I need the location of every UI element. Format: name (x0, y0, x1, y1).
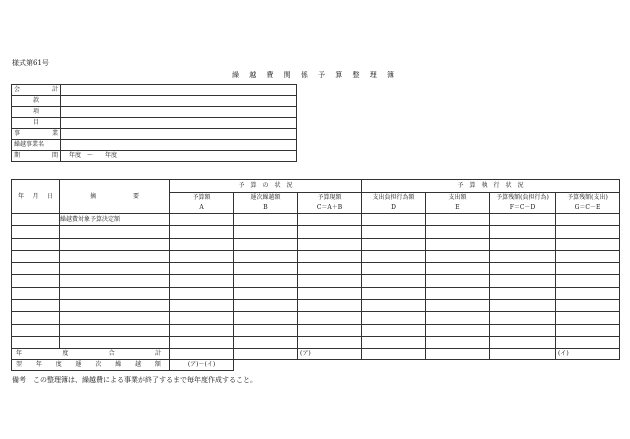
table-cell[interactable] (362, 336, 426, 348)
table-cell[interactable] (426, 263, 490, 275)
table-cell[interactable] (362, 312, 426, 324)
table-cell[interactable] (12, 324, 60, 336)
table-cell[interactable] (362, 300, 426, 312)
info-table (11, 84, 297, 162)
table-cell[interactable] (12, 312, 60, 324)
table-cell[interactable] (298, 287, 362, 299)
col-b-code: B (234, 203, 298, 214)
table-cell[interactable] (170, 312, 234, 324)
table-cell[interactable] (60, 250, 170, 262)
table-cell[interactable] (298, 312, 362, 324)
table-cell[interactable] (234, 324, 298, 336)
table-cell[interactable] (362, 226, 426, 238)
table-cell[interactable] (490, 263, 556, 275)
table-cell[interactable] (426, 324, 490, 336)
value-kaikei[interactable] (61, 85, 297, 96)
label-moku: 目 (12, 118, 61, 129)
table-cell[interactable] (426, 300, 490, 312)
value-kan[interactable] (61, 96, 297, 107)
total-c[interactable]: (ア) (298, 349, 362, 360)
table-cell[interactable] (12, 214, 60, 226)
table-cell[interactable] (234, 214, 298, 226)
next-year-a[interactable]: (ア)－(イ) (170, 360, 234, 371)
info-row-jigyo (12, 129, 297, 140)
table-row (12, 336, 620, 348)
table-cell[interactable] (12, 275, 60, 287)
table-cell[interactable] (490, 238, 556, 250)
table-cell[interactable] (556, 238, 620, 250)
col-d-code: D (362, 203, 426, 214)
info-row-kaikei (12, 85, 297, 96)
info-row-moku (12, 118, 297, 129)
table-cell[interactable] (170, 214, 234, 226)
value-kou[interactable] (61, 107, 297, 118)
table-cell[interactable] (170, 263, 234, 275)
table-cell[interactable] (556, 226, 620, 238)
table-row (12, 226, 620, 238)
col-g-code: G＝C－E (556, 203, 620, 214)
table-cell[interactable] (426, 250, 490, 262)
first-row-tekiyo[interactable]: 繰越費対象予算決定額 (60, 214, 170, 226)
table-cell[interactable] (170, 324, 234, 336)
table-cell[interactable] (12, 300, 60, 312)
table-cell[interactable] (490, 336, 556, 348)
table-cell[interactable] (298, 275, 362, 287)
table-row (12, 300, 620, 312)
label-kurikoshi-jigyomei: 繰越事業名 (12, 140, 61, 151)
page-title: 繰 越 費 関 係 予 算 整 理 簿 (231, 71, 399, 79)
col-b-name: 逓次繰越額 (234, 193, 298, 204)
table-cell[interactable] (170, 226, 234, 238)
info-row-kikan (12, 151, 297, 162)
table-row (12, 238, 620, 250)
table-cell[interactable] (556, 214, 620, 226)
total-f[interactable] (490, 349, 556, 360)
table-cell[interactable] (490, 312, 556, 324)
table-cell[interactable] (490, 324, 556, 336)
table-row (12, 263, 620, 275)
table-cell[interactable] (60, 275, 170, 287)
table-cell[interactable] (362, 287, 426, 299)
table-cell[interactable] (60, 336, 170, 348)
table-cell[interactable] (12, 226, 60, 238)
table-row (12, 214, 620, 226)
table-cell[interactable] (60, 238, 170, 250)
table-cell[interactable] (556, 324, 620, 336)
header-tekiyo: 摘 要 (60, 180, 170, 214)
col-f-code: F＝C－D (490, 203, 556, 214)
table-cell[interactable] (170, 238, 234, 250)
table-row (12, 324, 620, 336)
table-cell[interactable] (234, 250, 298, 262)
table-cell[interactable] (556, 287, 620, 299)
label-kikan: 期 間 (12, 151, 61, 162)
table-row (12, 275, 620, 287)
table-cell[interactable] (234, 226, 298, 238)
header-yosan-shikko: 予 算 執 行 状 況 (362, 180, 620, 193)
table-cell[interactable] (12, 250, 60, 262)
table-cell[interactable] (298, 214, 362, 226)
total-b[interactable] (234, 349, 298, 360)
table-cell[interactable] (298, 300, 362, 312)
header-yosan-jokyo: 予 算 の 状 況 (170, 180, 362, 193)
table-row (12, 287, 620, 299)
table-cell[interactable] (490, 275, 556, 287)
table-cell[interactable] (556, 300, 620, 312)
table-cell[interactable] (426, 287, 490, 299)
table-cell[interactable] (170, 275, 234, 287)
label-kan: 款 (12, 96, 61, 107)
table-cell[interactable] (556, 263, 620, 275)
table-cell[interactable] (60, 287, 170, 299)
table-cell[interactable] (234, 287, 298, 299)
table-cell[interactable] (426, 336, 490, 348)
col-c-name: 予算現額 (298, 193, 362, 204)
table-cell[interactable] (362, 263, 426, 275)
table-cell[interactable] (426, 214, 490, 226)
table-cell[interactable] (170, 287, 234, 299)
table-cell[interactable] (556, 275, 620, 287)
col-d-name: 支出負担行為額 (362, 193, 426, 204)
table-cell[interactable] (362, 238, 426, 250)
value-kurikoshi-jigyomei[interactable] (61, 140, 297, 151)
table-cell[interactable] (556, 312, 620, 324)
label-kou: 項 (12, 107, 61, 118)
table-cell[interactable] (298, 250, 362, 262)
table-cell[interactable] (234, 238, 298, 250)
label-kaikei: 会 計 (12, 85, 61, 96)
col-c-code: C＝A＋B (298, 203, 362, 214)
table-cell[interactable] (362, 214, 426, 226)
table-cell[interactable] (170, 300, 234, 312)
total-e[interactable] (426, 349, 490, 360)
info-row-kou (12, 107, 297, 118)
table-cell[interactable] (298, 226, 362, 238)
table-cell[interactable] (362, 324, 426, 336)
table-cell[interactable] (60, 226, 170, 238)
table-cell[interactable] (234, 275, 298, 287)
table-row (12, 250, 620, 262)
table-cell[interactable] (362, 275, 426, 287)
col-a-code: A (170, 203, 234, 214)
table-cell[interactable] (426, 275, 490, 287)
table-cell[interactable] (12, 263, 60, 275)
value-jigyo[interactable] (61, 129, 297, 140)
table-cell[interactable] (490, 300, 556, 312)
table-cell[interactable] (490, 214, 556, 226)
table-cell[interactable] (60, 300, 170, 312)
table-cell[interactable] (60, 324, 170, 336)
table-cell[interactable] (490, 287, 556, 299)
table-cell[interactable] (234, 300, 298, 312)
table-cell[interactable] (490, 226, 556, 238)
table-cell[interactable] (556, 336, 620, 348)
budget-body (12, 214, 620, 349)
info-row-kan (12, 96, 297, 107)
table-cell[interactable] (234, 336, 298, 348)
table-cell[interactable] (170, 336, 234, 348)
table-cell[interactable] (234, 263, 298, 275)
col-e-name: 支出額 (426, 193, 490, 204)
table-cell[interactable] (60, 263, 170, 275)
col-f-name: 予算残額(負担行為) (490, 193, 556, 204)
total-g[interactable]: (イ) (556, 349, 620, 360)
table-cell[interactable] (298, 336, 362, 348)
total-a[interactable] (170, 349, 234, 360)
note-text: 備考 この整理簿は、繰越費による事業が終了するまで毎年度作成すること。 (12, 376, 257, 384)
next-year-label: 翌 年 度 逓 次 繰 越 額 (12, 360, 170, 371)
table-cell[interactable] (60, 312, 170, 324)
table-row (12, 312, 620, 324)
table-cell[interactable] (298, 324, 362, 336)
table-cell[interactable] (490, 250, 556, 262)
col-g-name: 予算残額(支出) (556, 193, 620, 204)
table-cell[interactable] (170, 250, 234, 262)
table-cell[interactable] (12, 287, 60, 299)
header-date: 年 月 日 (12, 180, 60, 214)
table-cell[interactable] (12, 238, 60, 250)
form-number: 様式第61号 (12, 59, 49, 67)
table-cell[interactable] (556, 250, 620, 262)
table-cell[interactable] (234, 312, 298, 324)
value-moku[interactable] (61, 118, 297, 129)
info-row-kurikoshi (12, 140, 297, 151)
col-a-name: 予算額 (170, 193, 234, 204)
table-cell[interactable] (362, 250, 426, 262)
col-e-code: E (426, 203, 490, 214)
table-cell[interactable] (12, 336, 60, 348)
total-label: 年 度 合 計 (12, 349, 170, 360)
table-cell[interactable] (426, 238, 490, 250)
table-cell[interactable] (298, 263, 362, 275)
table-cell[interactable] (426, 226, 490, 238)
total-d[interactable] (362, 349, 426, 360)
table-cell[interactable] (298, 238, 362, 250)
budget-table (11, 179, 620, 371)
label-jigyo: 事 業 (12, 129, 61, 140)
table-cell[interactable] (426, 312, 490, 324)
value-kikan[interactable]: 年度 〜 年度 (61, 151, 297, 162)
